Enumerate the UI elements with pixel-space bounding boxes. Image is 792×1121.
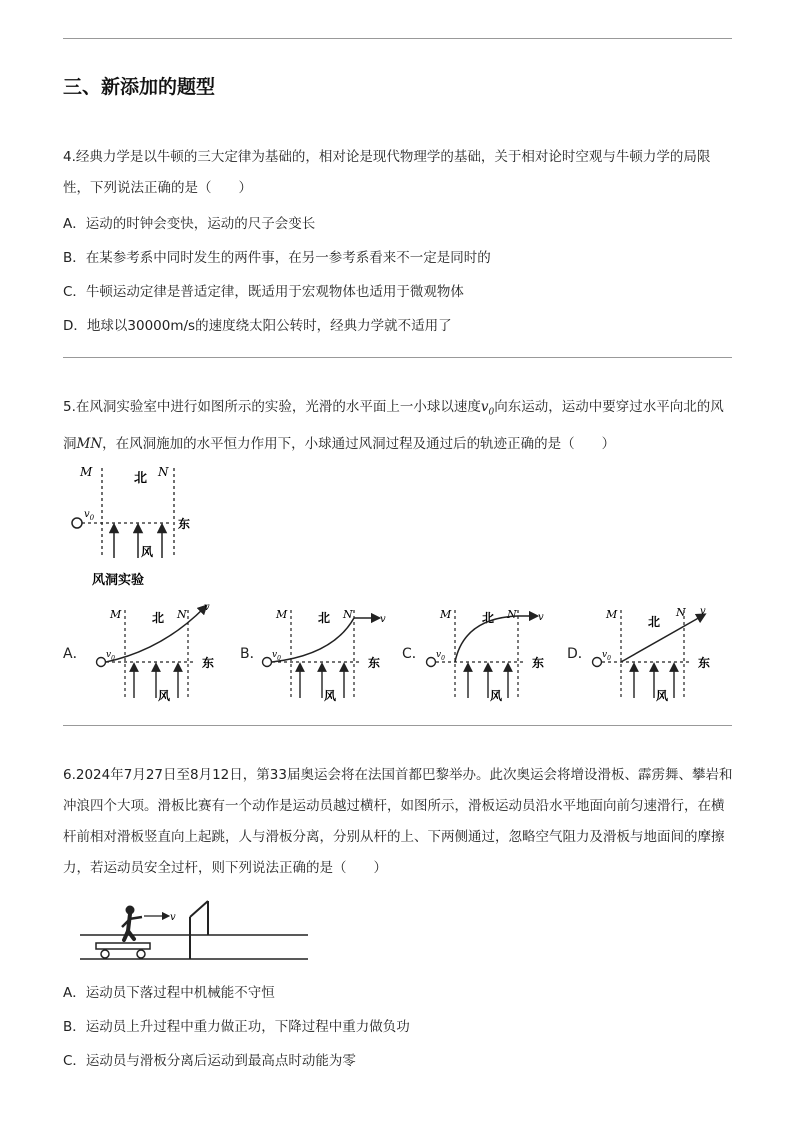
question-6-option-a: A．运动员下落过程中机械能不守恒 xyxy=(63,985,275,1001)
q5-option-b-figure xyxy=(258,600,398,705)
question-6-option-c: C．运动员与滑板分离后运动到最高点时动能为零 xyxy=(63,1053,356,1069)
q5-option-a-label: A． xyxy=(63,646,87,662)
fig-label-north: 北 xyxy=(134,471,148,486)
divider-q5-q6 xyxy=(63,725,732,726)
question-4-stem: 4.经典力学是以牛顿的三大定律为基础的，相对论是现代物理学的基础，关于相对论时空观与牛顿力学的局限性，下列说法正确的是（ ） xyxy=(63,149,711,196)
q5-stem-part3: ，在风洞施加的水平恒力作用下，小球通过风洞过程及通过后的轨迹正确的是（ ） xyxy=(102,435,616,452)
svg-text:N: N xyxy=(177,608,187,621)
skateboard-figure xyxy=(78,895,318,970)
q5-v0-symbol: $v_0$ xyxy=(480,399,495,418)
q5-mn-symbol: MN xyxy=(76,435,103,452)
top-divider xyxy=(63,38,732,39)
trajectory-d xyxy=(621,616,702,662)
q5-stem-part2: 向东运动，运动中要穿过水平向北的风洞 xyxy=(63,399,724,452)
svg-text:东: 东 xyxy=(202,656,215,670)
svg-text:风: 风 xyxy=(324,689,337,703)
fig-label-wind: 风 xyxy=(141,545,154,559)
svg-text:N: N xyxy=(343,608,353,621)
question-6-stem: 6.2024年7月27日至8月12日，第33届奥运会将在法国首都巴黎举办。此次奥运会将增设滑板、霹雳舞、攀岩和冲浪四个大项。滑板比赛有一个动作是运动员越过横杆，如图所示，滑板运动员沿水平地面向前匀速滑行，在横杆前相对滑板竖直向上起跳，人与滑板分离，分别从杆的上、下两侧通过，忽略空气阻力及滑板与地面间的摩擦力，若运动员安全过杆，则下列说法正确的是（ ） xyxy=(63,767,733,876)
trajectory-c xyxy=(455,616,534,662)
question-5-stem xyxy=(63,392,735,460)
svg-text:N: N xyxy=(507,608,517,621)
question-6-option-b: B．运动员上升过程中重力做正功，下降过程中重力做负功 xyxy=(63,1019,410,1035)
q5-option-d-label: D． xyxy=(567,646,592,662)
svg-text:v: v xyxy=(380,614,386,625)
wind-tunnel-figure xyxy=(66,460,206,590)
q5-option-b-label: B． xyxy=(240,646,264,662)
svg-text:v0: $v_0$ xyxy=(272,650,281,662)
svg-text:M: M xyxy=(606,608,618,621)
svg-text:东: 东 xyxy=(532,656,545,670)
divider-q4-q5 xyxy=(63,357,732,358)
svg-text:M: M xyxy=(110,608,122,621)
skateboard-icon xyxy=(96,943,150,958)
svg-text:风: 风 xyxy=(490,689,503,703)
fig-label-m: M xyxy=(80,465,93,479)
question-4-option-b: B．在某参考系中同时发生的两件事，在另一参考系看来不一定是同时的 xyxy=(63,250,491,266)
question-4-option-a: A．运动的时钟会变快，运动的尺子会变长 xyxy=(63,216,316,232)
svg-text:风: 风 xyxy=(158,689,171,703)
question-4-option-c: C．牛顿运动定律是普适定律，既适用于宏观物体也适用于微观物体 xyxy=(63,284,464,300)
svg-text:v0: $v_0$ xyxy=(436,650,445,662)
fig-label-n: N xyxy=(158,465,169,479)
svg-text:东: 东 xyxy=(368,656,381,670)
q5-stem-part1: 5.在风洞实验室中进行如图所示的实验，光滑的水平面上一小球以速度 xyxy=(63,399,481,415)
svg-text:v0: $v_0$ xyxy=(602,650,611,662)
crossbar-icon xyxy=(190,901,208,959)
svg-text:东: 东 xyxy=(698,656,711,670)
question-4-option-d: D．地球以30000m/s的速度绕太阳公转时，经典力学就不适用了 xyxy=(63,318,452,334)
svg-text:v: v xyxy=(538,612,544,623)
svg-text:N: N xyxy=(676,606,686,619)
q5-option-d-figure xyxy=(588,600,728,705)
svg-text:v0: $v_0$ xyxy=(106,650,115,662)
fig-caption: 风洞实验 xyxy=(92,573,145,588)
svg-text:北: 北 xyxy=(152,611,165,625)
svg-text:风: 风 xyxy=(656,689,669,703)
svg-text:M: M xyxy=(440,608,452,621)
svg-text:北: 北 xyxy=(318,611,331,625)
fig-label-v0: $v_0$ xyxy=(84,509,95,522)
q5-option-c-figure xyxy=(422,600,562,705)
svg-text:v: v xyxy=(700,606,706,617)
svg-text:北: 北 xyxy=(482,611,495,625)
ball-icon xyxy=(72,518,82,528)
skater-label-v: v xyxy=(170,912,176,923)
svg-text:v: v xyxy=(204,602,210,613)
q5-option-c-label: C． xyxy=(402,646,426,662)
svg-text:M: M xyxy=(276,608,288,621)
section-title: 三、新添加的题型 xyxy=(63,76,216,98)
svg-text:北: 北 xyxy=(648,615,661,629)
fig-label-east: 东 xyxy=(178,517,191,531)
q5-option-a-figure xyxy=(92,600,232,705)
